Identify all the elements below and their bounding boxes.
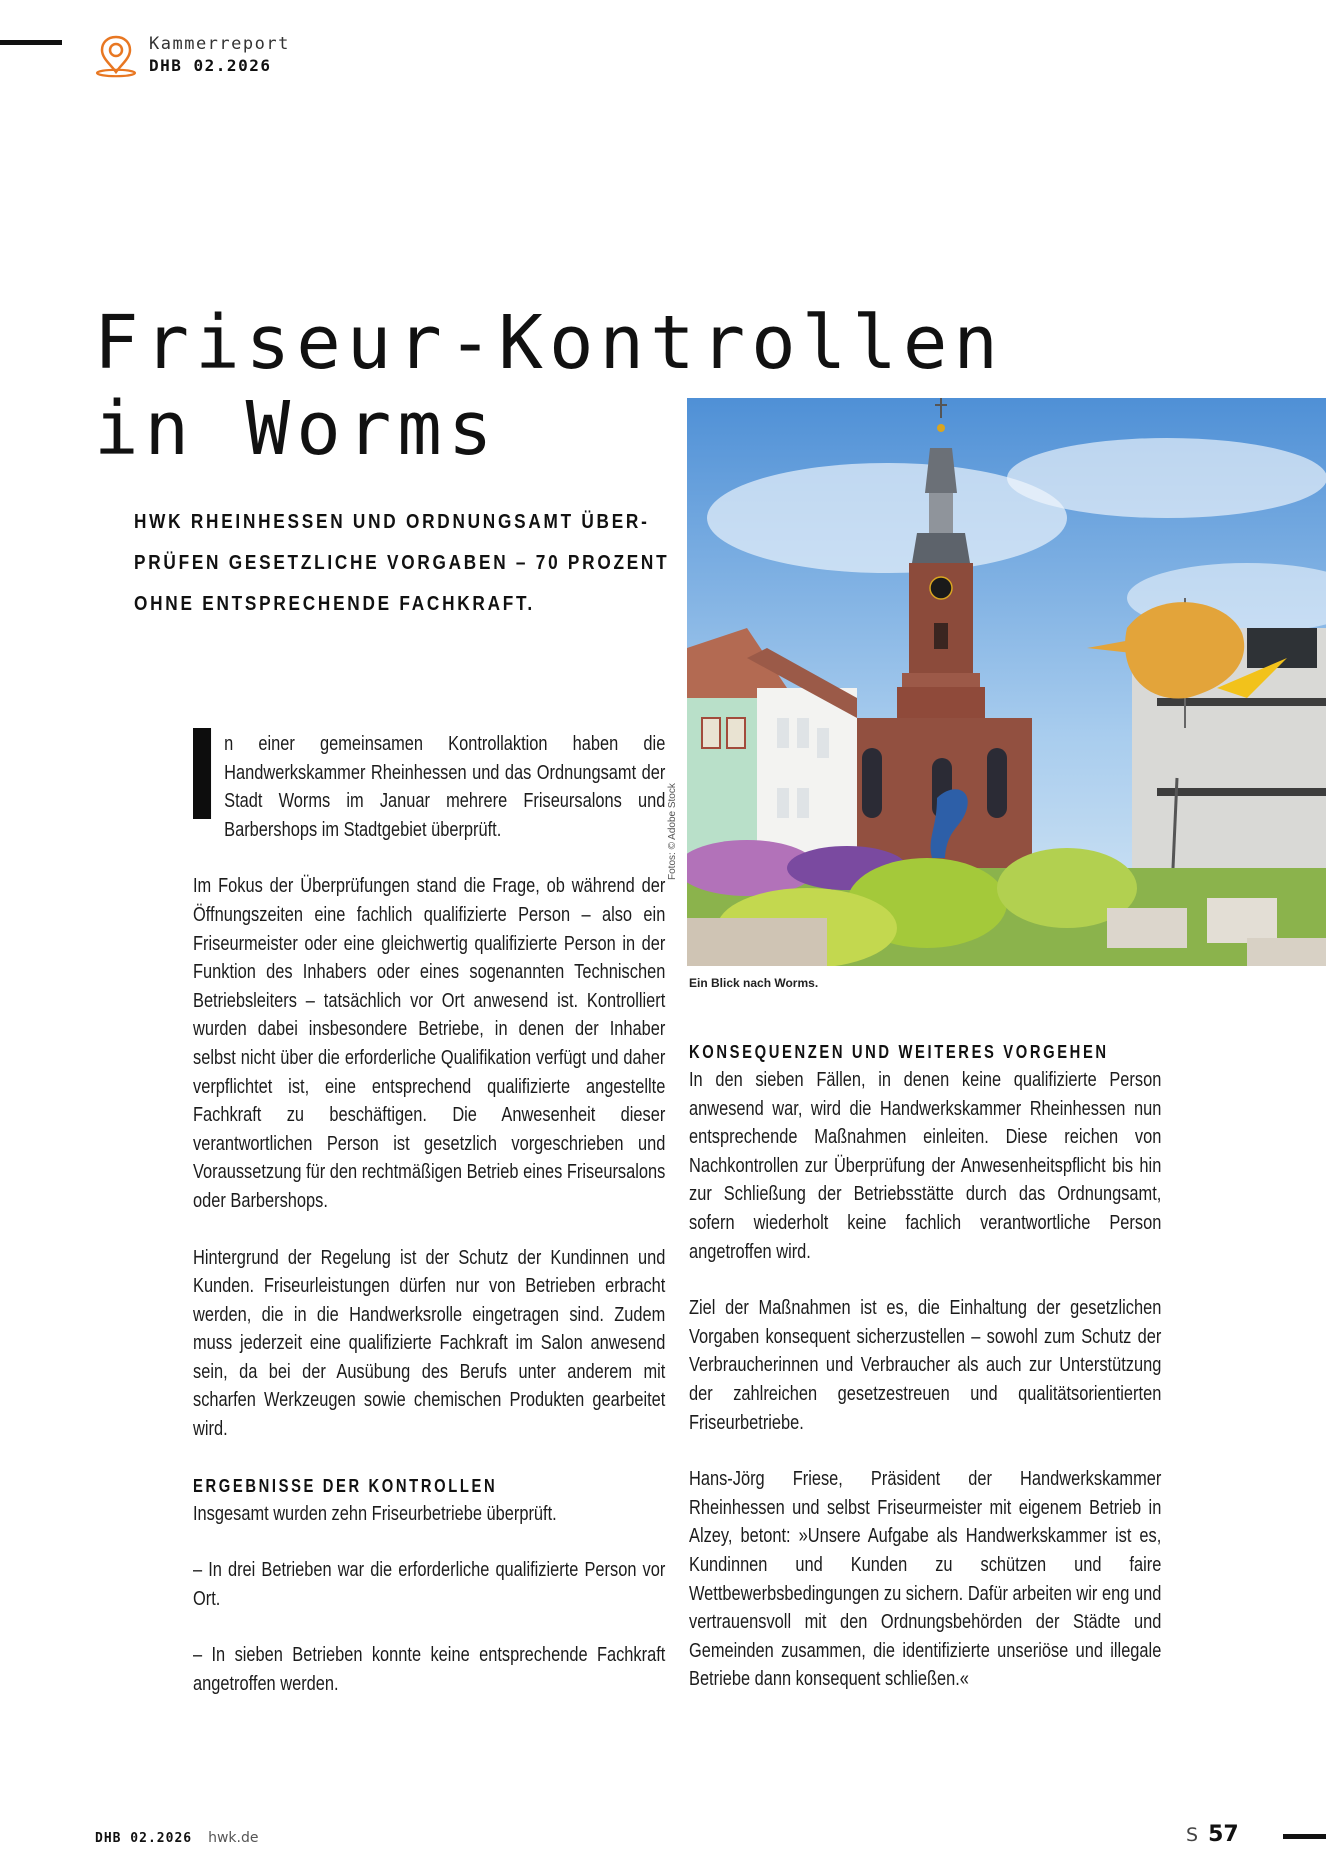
section-label: Kammerreport	[149, 34, 290, 54]
photo-credit: Fotos: © Adobe Stock	[667, 783, 678, 880]
bottom-right-rule	[1283, 1834, 1326, 1839]
section-heading-consequences: KONSEQUENZEN UND WEITERES VORGEHEN	[689, 1042, 1109, 1062]
footer-website-link[interactable]: hwk.de	[208, 1830, 259, 1846]
title-line-2: in Worms	[94, 386, 499, 472]
body-paragraph: Im Fokus der Überprüfungen stand die Frage, ob während der Öffnungszeiten eine fachlich qualifizierte Person – also ein Friseurmeister oder eine gleichwertig qualifizierte Person in der Funktion des Inhabers oder eines sogenannten Technischen Betriebsleiters – tatsächlich vor Ort anwesend ist. Kontrolliert wurden dabei insbesondere Betriebe, in denen der Inhaber selbst nicht über die erforderliche Qualifikation verfügt und daher verpflichtet ist, eine entsprechend qualifizierte angestellte Fachkraft zu beschäftigen. Die Anwesenheit dieser verantwortlichen Person ist gesetzlich vorgeschrieben und Voraussetzung für den rechtmäßigen Betrieb eines Friseursalons oder Barbershops.	[193, 875, 666, 1212]
article-photo	[687, 398, 1326, 966]
dropcap	[193, 728, 211, 819]
result-item: – In sieben Betrieben konnte keine entsprechende Fachkraft angetroffen werden.	[193, 1644, 666, 1696]
issue-label: DHB 02.2026	[149, 56, 272, 75]
page-number: 57	[1208, 1822, 1239, 1847]
worms-cityscape-image	[687, 398, 1326, 966]
article-subtitle: HWK RHEINHESSEN UND ORDNUNGSAMT ÜBERPRÜFEN GESETZLICHE VORGABEN – 70 PROZENT OHNE ENTSPRECHENDE FACHKRAFT.	[134, 511, 670, 615]
right-column	[689, 1038, 1161, 1694]
lead-text: n einer gemeinsamen Kontrollaktion haben die Handwerkskammer Rheinhessen und das Ordnungsamt der Stadt Worms im Januar mehrere Friseursalons und Barbershops im Stadtgebiet überprüft.	[193, 730, 665, 844]
title-line-1: Friseur-Kontrollen	[94, 300, 1004, 386]
result-item: – In drei Betrieben war die erforderliche qualifizierte Person vor Ort.	[193, 1559, 666, 1610]
body-paragraph: Ziel der Maßnahmen ist es, die Einhaltung der gesetzlichen Vorgaben konsequent sicherzustellen – sowohl zum Schutz der Verbraucherinnen und Verbraucher als auch zur Unterstützung der zahlreichen gesetzestreuen und qualitätsorientierten Friseurbetriebe.	[689, 1297, 1162, 1434]
page-prefix: S	[1186, 1824, 1199, 1846]
location-pin-icon	[95, 33, 137, 79]
body-paragraph: In den sieben Fällen, in denen keine qualifizierte Person anwesend war, wird die Handwerkskammer Rheinhessen nun entsprechende Maßnahmen einleiten. Diese reichen von Nachkontrollen zur Überprüfung der Anwesenheitspflicht bis hin zur Schließung der Betriebsstätte durch das Ordnungsamt, sofern wiederholt keine fachlich verantwortliche Person angetroffen wird.	[689, 1069, 1162, 1263]
page-header	[95, 33, 290, 79]
footer-issue: DHB 02.2026	[95, 1831, 193, 1846]
body-paragraph: Hintergrund der Regelung ist der Schutz der Kundinnen und Kunden. Friseurleistungen dürfen nur von Betrieben erbracht werden, die in die Handwerksrolle eingetragen sind. Zudem muss jederzeit eine qualifizierte Fachkraft im Salon anwesend sein, da bei der Ausübung des Berufs unter anderem mit scharfen Werkzeugen sowie chemischen Produkten gearbeitet wird.	[193, 1246, 666, 1441]
page-footer-left	[95, 1830, 258, 1846]
lead-paragraph	[193, 730, 665, 844]
results-intro: Insgesamt wurden zehn Friseurbetriebe überprüft.	[193, 1502, 557, 1525]
section-heading-results: ERGEBNISSE DER KONTROLLEN	[193, 1475, 498, 1496]
quote-paragraph: Hans-Jörg Friese, Präsident der Handwerkskammer Rheinhessen und selbst Friseurmeister mit eigenem Betrieb in Alzey, betont: »Unsere Aufgabe als Handwerkskammer ist es, Kundinnen und Kunden zu schützen und faire Wettbewerbsbedingungen zu sichern. Dafür arbeiten wir eng und vertrauensvoll mit den Ordnungsbehörden der Städte und Gemeinden zusammen, die identifizierte unseriöse und illegale Betriebe dann konsequent schließen.«	[689, 1468, 1162, 1691]
top-left-rule	[0, 40, 62, 45]
left-column	[193, 730, 665, 1699]
page-footer-right	[1186, 1822, 1239, 1847]
photo-caption: Ein Blick nach Worms.	[689, 976, 819, 990]
